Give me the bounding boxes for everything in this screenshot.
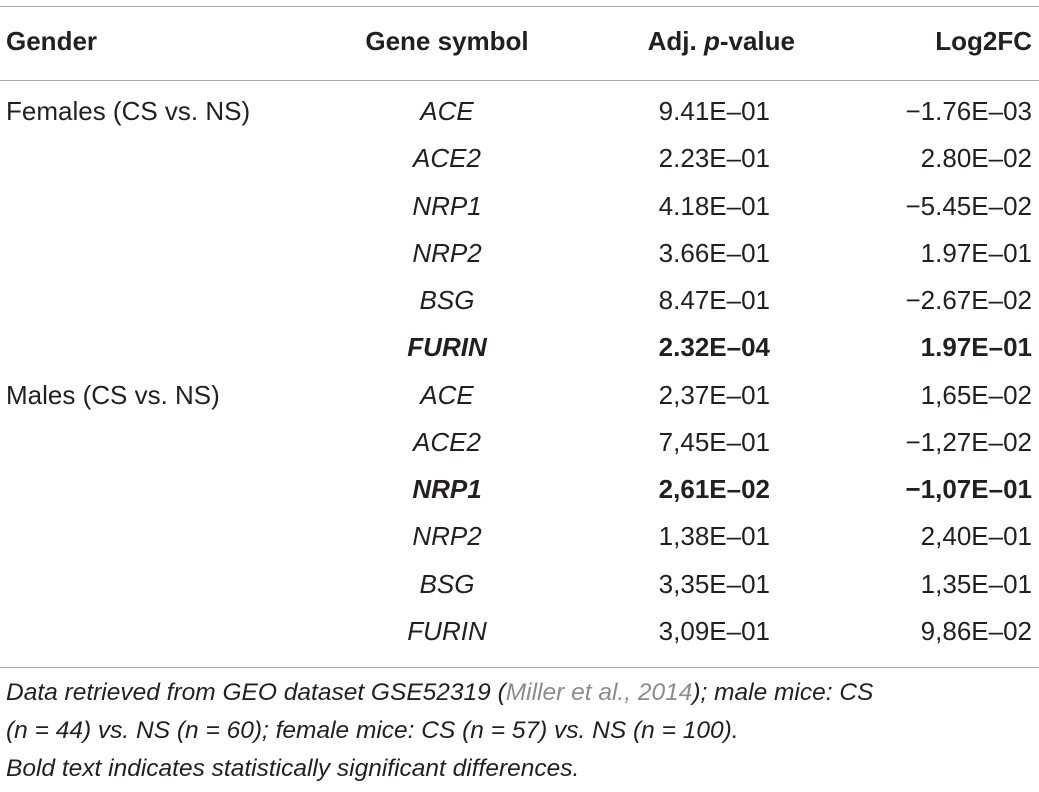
header-p-italic: p [703,26,720,56]
row-log2fc: 2.80E–02 [920,143,1032,174]
row-log2fc: 1,35E–01 [920,568,1032,599]
row-log2fc: −2.67E–02 [905,285,1032,315]
row-log2fc: −1,27E–02 [905,426,1032,457]
row-adj-p-value: 2,61E–02 [658,474,770,504]
row-log2fc: −1,07E–01 [905,474,1032,504]
header-adj-p-value [560,18,795,65]
table-row [0,372,1039,419]
row-adj-p-value: 4.18E–01 [658,190,770,221]
header-rule [0,80,1039,81]
top-rule [0,6,1039,7]
row-gene: BSG [419,285,475,315]
table-row [0,419,1039,466]
row-adj-p-value: 1,38E–01 [658,521,770,552]
table-header [0,18,1039,65]
row-gene: ACE2 [413,426,481,457]
table-row [0,135,1039,182]
row-gene: ACE2 [413,143,481,174]
row-adj-p-value: 3.66E–01 [658,237,770,268]
header-p-prefix: Adj. [647,26,704,56]
row-log2fc: 1.97E–01 [920,332,1032,363]
footnote-line-2: (n = 44) vs. NS (n = 60); female mice: CS (n = 57) vs. NS (n = 100). [6,717,739,744]
row-gene: ACE [420,379,474,410]
footnote-text: Data retrieved from GEO dataset GSE52319 ( [6,679,506,706]
row-adj-p-value: 2.23E–01 [658,143,770,174]
row-gene: NRP1 [412,190,482,221]
header-p-suffix: -value [719,26,795,56]
row-log2fc: 1,65E–02 [920,379,1032,410]
row-adj-p-value: 7,45E–01 [658,426,770,457]
row-log2fc: −1.76E–03 [905,96,1032,126]
row-adj-p-value: 8.47E–01 [658,285,770,315]
row-gender: Females (CS vs. NS) [6,96,251,126]
row-adj-p-value: 3,09E–01 [658,615,770,646]
row-gene: BSG [419,568,475,599]
row-gene: ACE [420,96,474,126]
table-row [0,466,1039,513]
row-log2fc: 1.97E–01 [920,237,1032,268]
row-adj-p-value: 3,35E–01 [658,568,770,599]
row-log2fc: −5.45E–02 [905,190,1032,221]
row-adj-p-value: 2,37E–01 [658,379,770,410]
header-gene-symbol: Gene symbol [365,26,529,56]
footer-rule [0,667,1039,668]
table-row [0,513,1039,560]
row-log2fc: 2,40E–01 [920,521,1032,552]
row-gene: NRP2 [412,521,482,552]
footnote-line-1 [6,675,1036,710]
row-adj-p-value: 2.32E–04 [658,332,770,363]
table-row [0,561,1039,608]
table-row [0,183,1039,230]
table-row [0,324,1039,371]
row-gene: NRP2 [412,237,482,268]
table-row [0,88,1039,135]
row-gender: Males (CS vs. NS) [6,379,220,410]
header-log2fc: Log2FC [935,26,1032,56]
table-row [0,608,1039,655]
footnote-line-3: Bold text indicates statistically significant differences. [6,755,580,782]
footnote-text: ); male mice: CS [692,679,874,706]
table-row [0,277,1039,324]
row-gene: FURIN [407,332,487,363]
row-log2fc: 9,86E–02 [920,615,1032,646]
row-gene: NRP1 [412,474,482,504]
row-gene: FURIN [407,615,487,646]
table-row [0,230,1039,277]
citation-link[interactable]: Miller et al., 2014 [505,679,693,706]
header-gender: Gender [6,26,98,56]
row-adj-p-value: 9.41E–01 [658,96,770,126]
